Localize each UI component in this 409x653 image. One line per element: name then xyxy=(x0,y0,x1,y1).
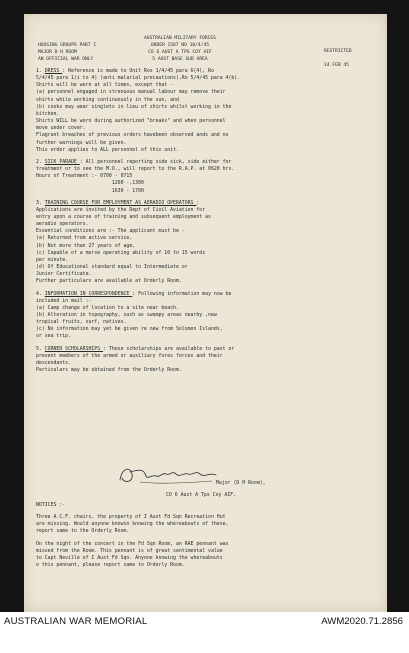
header-left-line: MAJOR D H ROOM xyxy=(38,50,77,55)
orders-body xyxy=(36,68,370,379)
section-line: (b) Alteration in topography, such as swampy areas nearby ,new xyxy=(36,312,217,318)
section-line: move under cover. xyxy=(36,125,86,132)
section-line: tropical fruits, surf, natives. xyxy=(36,319,127,326)
section-line: Particulars may be obtained from the Orderly Room. xyxy=(36,367,182,374)
section-training-course xyxy=(36,200,370,286)
notices-title: NOTICES :- xyxy=(36,502,66,508)
header-right-spacer xyxy=(324,55,352,62)
notices-heading-wrap xyxy=(36,502,370,509)
section-line: 1630 - 1700 xyxy=(36,187,144,194)
section-line: (c) No information may yet be given re new from Solomon Islands, xyxy=(36,326,223,333)
header-center-line: ORDER 1587 NO 10/4/45 xyxy=(150,43,209,48)
section-line: Essential conditions are :- The applicant must be - xyxy=(36,228,185,235)
section-correspondence xyxy=(36,291,370,341)
notice-pennant xyxy=(36,541,370,570)
accession-number: AWM2020.71.2856 xyxy=(321,616,403,627)
notices-section xyxy=(36,502,370,574)
section-scholarships xyxy=(36,346,370,375)
section-line: Flagrant breaches of previous orders havebeen observed ands and no xyxy=(36,132,229,139)
header-center-line: CO 6 AUST A TPS COY AIF xyxy=(148,50,212,55)
section-line: shirts while working continuously in the sun, and xyxy=(36,96,179,103)
header-left-line: AN OFFICIAL WAR ONLY xyxy=(38,57,94,62)
section-line: 4. INFORMATION IN CORRESPONDENCE : Following information may now be xyxy=(36,290,232,297)
handwritten-signature xyxy=(116,462,226,488)
section-line: Shirts will be worn at all times, except that - xyxy=(36,82,174,89)
notice-line: Three A.C.F. chairs, the property of I Aust Fd Sqn Recreation Hut xyxy=(36,514,226,521)
section-sick-parade xyxy=(36,159,370,195)
section-line: 5/4/45 para 1(i to 4) (anti malarial precautions),Ro 5/4/45 para 4(b). xyxy=(36,75,241,82)
section-line: This order applies to ALL personnel of this unit. xyxy=(36,146,179,153)
section-line: Further particulars are available at Orderly Room. xyxy=(36,278,182,285)
section-line: kitchen. xyxy=(36,110,60,117)
section-line: (a) personnel engaged in strenuous manual labour may remove their xyxy=(36,89,226,96)
section-line: included in mail :- xyxy=(36,297,92,304)
notice-line: missed from the Room. This pennant is of great sentimental value xyxy=(36,547,223,554)
section-line: (a) Camp change of location to a site near beach. xyxy=(36,304,179,311)
section-line: entry upon a course of training and subsequent employment as xyxy=(36,213,211,220)
section-line: Hours of Treatment :- 0700 - 0715 xyxy=(36,173,133,180)
document-page xyxy=(24,14,387,612)
section-line: 5. CORNER SCHOLARSHIPS : These scholarships are available to past or xyxy=(36,345,235,352)
header-right xyxy=(324,48,352,69)
section-dress xyxy=(36,68,370,154)
notice-line: report same to the Orderly Room. xyxy=(36,528,130,535)
section-line: per minute. xyxy=(36,256,69,263)
order-date: 14 FEB 45 xyxy=(324,63,349,68)
notice-line: o this pennant, please report same to Orderly Room. xyxy=(36,562,185,569)
section-line: 2. SICK PARADE : All personnel reporting side sick, side either for xyxy=(36,158,232,165)
section-line: aeradio operators. xyxy=(36,221,89,228)
signature-name-line: Major (D H Room), xyxy=(216,480,266,486)
section-line: further warnings will be given. xyxy=(36,139,127,146)
section-line: (d) Of Educational standard equal to Intermediate or xyxy=(36,264,188,271)
section-line: 3. TRAINING COURSE FOR EMPLOYMENT AS AERADIO OPERATORS : xyxy=(36,199,200,206)
section-line: descendants. xyxy=(36,359,71,366)
signature-block xyxy=(116,462,366,498)
section-line: (b) Not more than 27 years of age, xyxy=(36,242,136,249)
section-line: 1. DRESS : Reference is made to Unit Ros 1/4/45 para 6(4), Ro xyxy=(36,68,214,74)
section-line: (a) Returned from active service, xyxy=(36,235,133,242)
section-line: or sea trip. xyxy=(36,333,71,340)
notice-line: are missing. Would anyone knowin knowing the whereabouts of these, xyxy=(36,521,229,528)
header-center xyxy=(144,35,216,63)
header-left xyxy=(38,42,96,63)
restricted-label: RESTRICTED xyxy=(324,49,352,54)
institution-name: AUSTRALIAN WAR MEMORIAL xyxy=(4,616,148,627)
section-line: Applications are invited by the Dept of Civil Aviation for xyxy=(36,206,206,213)
section-line: (c) Capable of a morse operating ability of 10 to 15 words xyxy=(36,249,206,256)
signature-unit-line: CO 6 Aust A Tps Coy AIF. xyxy=(166,492,236,498)
section-line: 1200 -,1300 xyxy=(36,180,144,187)
header-left-line: HOUSING GROUPS PART I xyxy=(38,43,97,48)
archive-footer xyxy=(0,612,409,653)
section-line: Junior Certificate. xyxy=(36,271,92,278)
section-line: present members of the armed or auxiliary fores forces and their xyxy=(36,352,223,359)
notice-chairs xyxy=(36,514,370,535)
section-line: Shirts WILL be worn during authorized "breaks" and when personnel xyxy=(36,118,226,125)
notice-line: On the night of the concert in the Fd Sqn Room, an RAE pennant was xyxy=(36,540,229,547)
header-center-line: AUSTRALIAN MILITARY FORCES xyxy=(144,36,216,41)
header-center-line: 5 AUST BASE SUB AREA xyxy=(152,57,208,62)
section-line: treatment or to see the M.O., will report to the R.A.P. at 0620 hrs. xyxy=(36,166,235,173)
section-line: (b) cooks may wear singlets in lieu of shirts whilst working in the xyxy=(36,103,232,110)
notice-line: to Capt Neville of I Aust Fd Sqn. Anyone knowing the whereabouts xyxy=(36,554,223,561)
